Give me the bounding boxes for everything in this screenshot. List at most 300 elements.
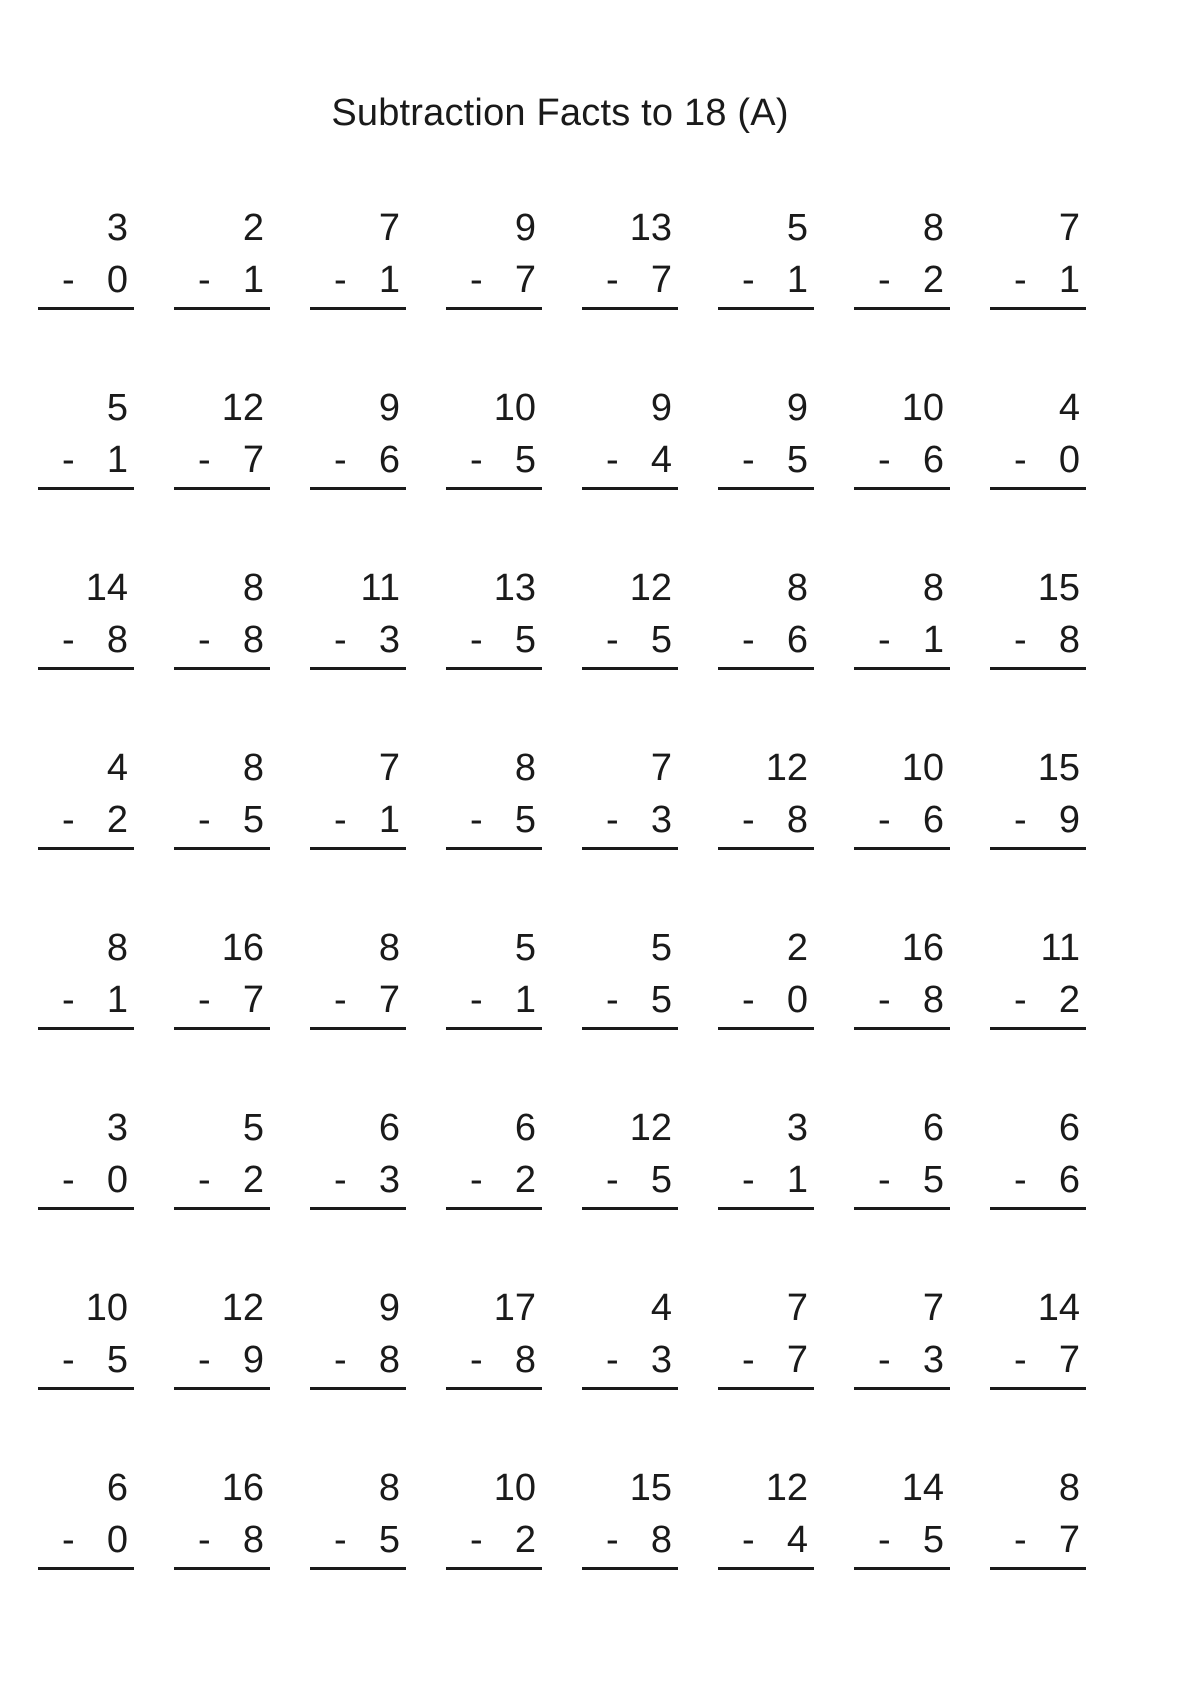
minus-sign: - [198, 799, 211, 841]
minuend: 4 [106, 747, 128, 789]
minuend: 6 [922, 1107, 944, 1149]
subtraction-problem [854, 566, 950, 676]
answer-line [310, 487, 406, 490]
minus-sign: - [470, 799, 483, 841]
minus-sign: - [1014, 1339, 1027, 1381]
minuend: 10 [493, 1467, 536, 1509]
minus-sign: - [470, 259, 483, 301]
minuend: 6 [514, 1107, 536, 1149]
subtraction-problem [174, 566, 270, 676]
answer-line [582, 1567, 678, 1570]
answer-line [582, 1387, 678, 1390]
subtraction-problem [718, 926, 814, 1036]
subtraction-problem [38, 386, 134, 496]
subtraction-problem [854, 926, 950, 1036]
subtraction-problem [38, 206, 134, 316]
answer-line [446, 487, 542, 490]
answer-line [582, 1027, 678, 1030]
minuend: 4 [1058, 387, 1080, 429]
minuend: 13 [493, 567, 536, 609]
minuend: 12 [765, 747, 808, 789]
subtraction-problem [174, 206, 270, 316]
subtrahend: 2 [514, 1519, 536, 1561]
subtraction-problem [582, 926, 678, 1036]
minus-sign: - [606, 1159, 619, 1201]
minuend: 8 [1058, 1467, 1080, 1509]
subtrahend: 3 [378, 619, 400, 661]
answer-line [854, 1207, 950, 1210]
minus-sign: - [62, 1159, 75, 1201]
subtrahend: 1 [378, 259, 400, 301]
minuend: 17 [493, 1287, 536, 1329]
answer-line [38, 487, 134, 490]
minuend: 5 [786, 207, 808, 249]
subtrahend: 6 [922, 799, 944, 841]
minuend: 12 [765, 1467, 808, 1509]
minus-sign: - [742, 1159, 755, 1201]
answer-line [38, 847, 134, 850]
answer-line [854, 1027, 950, 1030]
minuend: 9 [514, 207, 536, 249]
subtrahend: 1 [106, 979, 128, 1021]
minuend: 11 [360, 567, 400, 609]
answer-line [854, 1567, 950, 1570]
minuend: 2 [786, 927, 808, 969]
minuend: 7 [650, 747, 672, 789]
answer-line [38, 1207, 134, 1210]
subtrahend: 5 [650, 979, 672, 1021]
minus-sign: - [878, 1339, 891, 1381]
subtrahend: 0 [106, 1519, 128, 1561]
subtrahend: 6 [1058, 1159, 1080, 1201]
minus-sign: - [198, 1339, 211, 1381]
minus-sign: - [742, 1339, 755, 1381]
minus-sign: - [1014, 1519, 1027, 1561]
subtrahend: 5 [514, 799, 536, 841]
answer-line [582, 487, 678, 490]
answer-line [310, 847, 406, 850]
subtraction-problem [174, 1286, 270, 1396]
subtraction-problem [990, 746, 1086, 856]
subtraction-problem [446, 1106, 542, 1216]
minus-sign: - [878, 259, 891, 301]
subtrahend: 5 [650, 1159, 672, 1201]
minus-sign: - [606, 1339, 619, 1381]
subtrahend: 5 [378, 1519, 400, 1561]
minus-sign: - [198, 979, 211, 1021]
minuend: 3 [786, 1107, 808, 1149]
minus-sign: - [334, 619, 347, 661]
answer-line [990, 1387, 1086, 1390]
subtraction-problem [310, 386, 406, 496]
subtrahend: 3 [378, 1159, 400, 1201]
minuend: 16 [901, 927, 944, 969]
minuend: 8 [922, 207, 944, 249]
minuend: 8 [378, 1467, 400, 1509]
subtrahend: 5 [514, 439, 536, 481]
minuend: 9 [378, 1287, 400, 1329]
minuend: 14 [901, 1467, 944, 1509]
minuend: 15 [629, 1467, 672, 1509]
subtraction-problem [854, 1286, 950, 1396]
answer-line [174, 1207, 270, 1210]
minus-sign: - [742, 259, 755, 301]
answer-line [718, 1567, 814, 1570]
subtrahend: 5 [922, 1159, 944, 1201]
answer-line [310, 667, 406, 670]
subtraction-problem [38, 1466, 134, 1576]
subtrahend: 5 [786, 439, 808, 481]
subtraction-problem [310, 1286, 406, 1396]
subtraction-problem [990, 1286, 1086, 1396]
subtraction-problem [718, 746, 814, 856]
minus-sign: - [470, 1159, 483, 1201]
subtrahend: 9 [1058, 799, 1080, 841]
subtrahend: 5 [106, 1339, 128, 1381]
subtraction-problem [310, 746, 406, 856]
minus-sign: - [606, 799, 619, 841]
subtrahend: 2 [106, 799, 128, 841]
subtrahend: 8 [242, 1519, 264, 1561]
subtrahend: 1 [106, 439, 128, 481]
minus-sign: - [334, 439, 347, 481]
minuend: 8 [242, 567, 264, 609]
minus-sign: - [334, 979, 347, 1021]
minuend: 8 [922, 567, 944, 609]
minuend: 5 [650, 927, 672, 969]
answer-line [990, 307, 1086, 310]
subtrahend: 7 [242, 439, 264, 481]
subtraction-problem [582, 1106, 678, 1216]
subtraction-problem [174, 1106, 270, 1216]
subtrahend: 8 [922, 979, 944, 1021]
minuend: 12 [629, 567, 672, 609]
subtrahend: 3 [922, 1339, 944, 1381]
subtraction-problem [582, 1286, 678, 1396]
answer-line [854, 667, 950, 670]
minuend: 6 [378, 1107, 400, 1149]
answer-line [310, 1207, 406, 1210]
subtrahend: 4 [786, 1519, 808, 1561]
answer-line [718, 847, 814, 850]
subtraction-problem [990, 1106, 1086, 1216]
subtraction-problem [38, 566, 134, 676]
minus-sign: - [1014, 619, 1027, 661]
answer-line [38, 1567, 134, 1570]
subtraction-problem [38, 746, 134, 856]
subtrahend: 6 [922, 439, 944, 481]
subtraction-problem [174, 1466, 270, 1576]
minus-sign: - [1014, 259, 1027, 301]
answer-line [854, 487, 950, 490]
answer-line [174, 1567, 270, 1570]
subtraction-problem [990, 566, 1086, 676]
answer-line [582, 847, 678, 850]
subtrahend: 1 [786, 259, 808, 301]
subtraction-problem [718, 206, 814, 316]
minus-sign: - [742, 799, 755, 841]
subtrahend: 6 [786, 619, 808, 661]
answer-line [174, 847, 270, 850]
subtrahend: 2 [922, 259, 944, 301]
minuend: 8 [514, 747, 536, 789]
minus-sign: - [606, 979, 619, 1021]
minus-sign: - [878, 1159, 891, 1201]
subtrahend: 5 [650, 619, 672, 661]
subtraction-problem [38, 1106, 134, 1216]
minus-sign: - [334, 1339, 347, 1381]
subtraction-problem [174, 746, 270, 856]
subtrahend: 5 [922, 1519, 944, 1561]
subtrahend: 1 [922, 619, 944, 661]
answer-line [582, 1207, 678, 1210]
minus-sign: - [62, 619, 75, 661]
subtraction-problem [446, 746, 542, 856]
minuend: 8 [786, 567, 808, 609]
subtrahend: 7 [514, 259, 536, 301]
minuend: 7 [786, 1287, 808, 1329]
subtraction-problem [446, 1466, 542, 1576]
subtrahend: 5 [514, 619, 536, 661]
subtraction-problem [718, 1286, 814, 1396]
minus-sign: - [878, 979, 891, 1021]
answer-line [446, 1207, 542, 1210]
answer-line [446, 1387, 542, 1390]
minuend: 16 [221, 1467, 264, 1509]
minus-sign: - [62, 259, 75, 301]
subtraction-problem [446, 386, 542, 496]
minuend: 7 [922, 1287, 944, 1329]
subtraction-problem [38, 1286, 134, 1396]
answer-line [990, 667, 1086, 670]
subtrahend: 0 [106, 259, 128, 301]
answer-line [174, 487, 270, 490]
minus-sign: - [470, 979, 483, 1021]
subtraction-problem [582, 206, 678, 316]
minuend: 6 [106, 1467, 128, 1509]
minuend: 10 [85, 1287, 128, 1329]
answer-line [174, 1027, 270, 1030]
answer-line [310, 1027, 406, 1030]
subtrahend: 1 [1058, 259, 1080, 301]
minuend: 7 [378, 207, 400, 249]
subtraction-problem [718, 566, 814, 676]
subtraction-problem [310, 1466, 406, 1576]
minuend: 10 [493, 387, 536, 429]
answer-line [446, 1567, 542, 1570]
subtraction-problem [174, 926, 270, 1036]
subtraction-problem [446, 926, 542, 1036]
minus-sign: - [878, 1519, 891, 1561]
minus-sign: - [334, 259, 347, 301]
answer-line [854, 1387, 950, 1390]
answer-line [38, 307, 134, 310]
subtrahend: 7 [378, 979, 400, 1021]
minus-sign: - [742, 979, 755, 1021]
subtrahend: 8 [650, 1519, 672, 1561]
subtrahend: 0 [1058, 439, 1080, 481]
minuend: 14 [85, 567, 128, 609]
minus-sign: - [62, 1339, 75, 1381]
answer-line [854, 847, 950, 850]
subtraction-problem [718, 1106, 814, 1216]
minus-sign: - [742, 619, 755, 661]
subtraction-problem [854, 1466, 950, 1576]
minus-sign: - [606, 1519, 619, 1561]
subtrahend: 7 [650, 259, 672, 301]
minus-sign: - [470, 439, 483, 481]
subtraction-problem [990, 386, 1086, 496]
minus-sign: - [334, 799, 347, 841]
answer-line [718, 1207, 814, 1210]
subtrahend: 1 [514, 979, 536, 1021]
minus-sign: - [198, 1159, 211, 1201]
minuend: 3 [106, 207, 128, 249]
minus-sign: - [334, 1519, 347, 1561]
answer-line [38, 1387, 134, 1390]
subtraction-problem [990, 926, 1086, 1036]
minuend: 5 [106, 387, 128, 429]
answer-line [310, 1387, 406, 1390]
minuend: 10 [901, 387, 944, 429]
answer-line [582, 667, 678, 670]
subtraction-problem [446, 1286, 542, 1396]
subtrahend: 2 [514, 1159, 536, 1201]
subtraction-problem [174, 386, 270, 496]
minuend: 5 [242, 1107, 264, 1149]
minus-sign: - [198, 1519, 211, 1561]
subtrahend: 8 [786, 799, 808, 841]
minuend: 8 [378, 927, 400, 969]
subtrahend: 8 [378, 1339, 400, 1381]
minus-sign: - [742, 439, 755, 481]
minuend: 9 [786, 387, 808, 429]
minus-sign: - [198, 619, 211, 661]
subtraction-problem [854, 386, 950, 496]
minus-sign: - [1014, 1159, 1027, 1201]
subtrahend: 5 [242, 799, 264, 841]
minus-sign: - [198, 439, 211, 481]
minuend: 14 [1037, 1287, 1080, 1329]
subtrahend: 9 [242, 1339, 264, 1381]
subtrahend: 7 [786, 1339, 808, 1381]
answer-line [446, 1027, 542, 1030]
minuend: 13 [629, 207, 672, 249]
minus-sign: - [470, 619, 483, 661]
answer-line [718, 1387, 814, 1390]
subtraction-problem [854, 1106, 950, 1216]
subtraction-problem [718, 1466, 814, 1576]
answer-line [854, 307, 950, 310]
minuend: 9 [378, 387, 400, 429]
subtraction-problem [854, 206, 950, 316]
minus-sign: - [470, 1339, 483, 1381]
subtraction-problem [310, 1106, 406, 1216]
answer-line [582, 307, 678, 310]
minuend: 12 [629, 1107, 672, 1149]
minuend: 9 [650, 387, 672, 429]
answer-line [718, 667, 814, 670]
minus-sign: - [62, 1519, 75, 1561]
minuend: 7 [378, 747, 400, 789]
minuend: 15 [1037, 567, 1080, 609]
subtraction-problem [990, 206, 1086, 316]
subtrahend: 0 [106, 1159, 128, 1201]
subtraction-problem [582, 746, 678, 856]
answer-line [38, 667, 134, 670]
answer-line [174, 1387, 270, 1390]
answer-line [310, 1567, 406, 1570]
answer-line [174, 307, 270, 310]
minuend: 7 [1058, 207, 1080, 249]
subtrahend: 8 [242, 619, 264, 661]
minus-sign: - [1014, 439, 1027, 481]
answer-line [174, 667, 270, 670]
subtraction-problem [38, 926, 134, 1036]
minus-sign: - [334, 1159, 347, 1201]
answer-line [718, 307, 814, 310]
subtrahend: 1 [378, 799, 400, 841]
answer-line [990, 847, 1086, 850]
subtrahend: 4 [650, 439, 672, 481]
subtraction-problem [310, 206, 406, 316]
minuend: 11 [1040, 927, 1080, 969]
minus-sign: - [62, 979, 75, 1021]
subtraction-problem [310, 926, 406, 1036]
answer-line [990, 1567, 1086, 1570]
answer-line [718, 487, 814, 490]
subtraction-problem [718, 386, 814, 496]
subtraction-problem [310, 566, 406, 676]
minuend: 12 [221, 387, 264, 429]
answer-line [446, 307, 542, 310]
minuend: 4 [650, 1287, 672, 1329]
subtraction-problem [582, 386, 678, 496]
minuend: 10 [901, 747, 944, 789]
answer-line [990, 1027, 1086, 1030]
minuend: 8 [106, 927, 128, 969]
minus-sign: - [1014, 799, 1027, 841]
minuend: 2 [242, 207, 264, 249]
subtraction-problem [854, 746, 950, 856]
minuend: 12 [221, 1287, 264, 1329]
answer-line [990, 487, 1086, 490]
subtrahend: 7 [242, 979, 264, 1021]
subtrahend: 2 [1058, 979, 1080, 1021]
subtraction-problem [446, 206, 542, 316]
minuend: 8 [242, 747, 264, 789]
subtrahend: 3 [650, 1339, 672, 1381]
minus-sign: - [62, 799, 75, 841]
minus-sign: - [606, 439, 619, 481]
subtrahend: 8 [1058, 619, 1080, 661]
minus-sign: - [198, 259, 211, 301]
answer-line [38, 1027, 134, 1030]
minus-sign: - [878, 799, 891, 841]
answer-line [718, 1027, 814, 1030]
minus-sign: - [742, 1519, 755, 1561]
minus-sign: - [878, 619, 891, 661]
subtrahend: 6 [378, 439, 400, 481]
subtrahend: 2 [242, 1159, 264, 1201]
subtrahend: 0 [786, 979, 808, 1021]
minuend: 3 [106, 1107, 128, 1149]
answer-line [446, 847, 542, 850]
answer-line [446, 667, 542, 670]
subtraction-problem [990, 1466, 1086, 1576]
subtrahend: 8 [514, 1339, 536, 1381]
subtrahend: 1 [242, 259, 264, 301]
